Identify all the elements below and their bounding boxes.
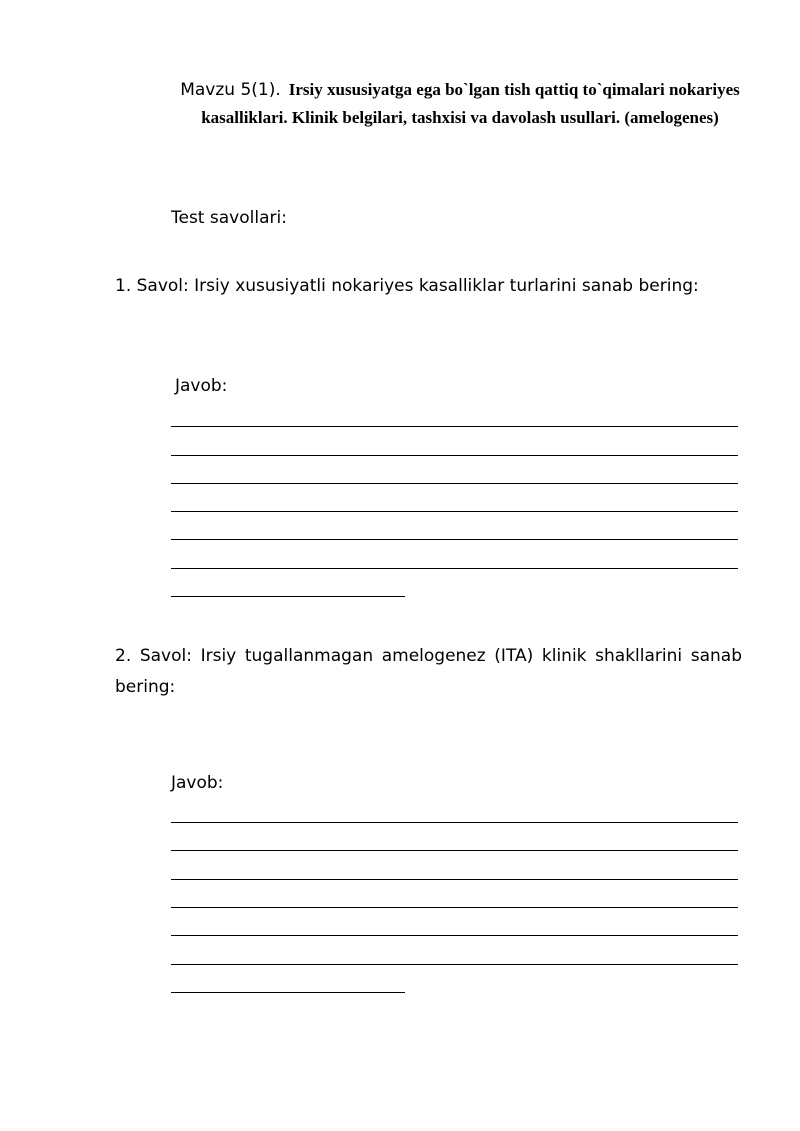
answer-line bbox=[171, 539, 738, 540]
page-title bbox=[160, 76, 760, 132]
answer-line bbox=[171, 822, 738, 823]
answer-line bbox=[171, 511, 738, 512]
answer-line bbox=[171, 992, 405, 993]
answer-line bbox=[171, 426, 738, 427]
section-label: Test savollari: bbox=[171, 208, 287, 228]
answer-line bbox=[171, 907, 738, 908]
title-prefix: Mavzu 5(1). bbox=[180, 80, 281, 100]
answer-2-label: Javob: bbox=[171, 773, 224, 793]
answer-line bbox=[171, 964, 738, 965]
answer-1-label: Javob: bbox=[175, 376, 228, 396]
answer-line bbox=[171, 879, 738, 880]
question-2-text: 2. Savol: Irsiy tugallanmagan amelogenez (ITA) klinik shakllarini sanab bering: bbox=[115, 646, 742, 697]
answer-line bbox=[171, 568, 738, 569]
question-1-text: 1. Savol: Irsiy xususiyatli nokariyes kasalliklar turlarini sanab bering: bbox=[115, 276, 699, 296]
answer-line bbox=[171, 483, 738, 484]
answer-line bbox=[171, 596, 405, 597]
title-text: Irsiy xususiyatga ega bo`lgan tish qattiq to`qimalari nokariyes kasalliklari. Klinik belgilari, tashxisi va davolash usullari. (amelogenes) bbox=[201, 80, 740, 127]
answer-line bbox=[171, 935, 738, 936]
answer-line bbox=[171, 850, 738, 851]
answer-line bbox=[171, 455, 738, 456]
